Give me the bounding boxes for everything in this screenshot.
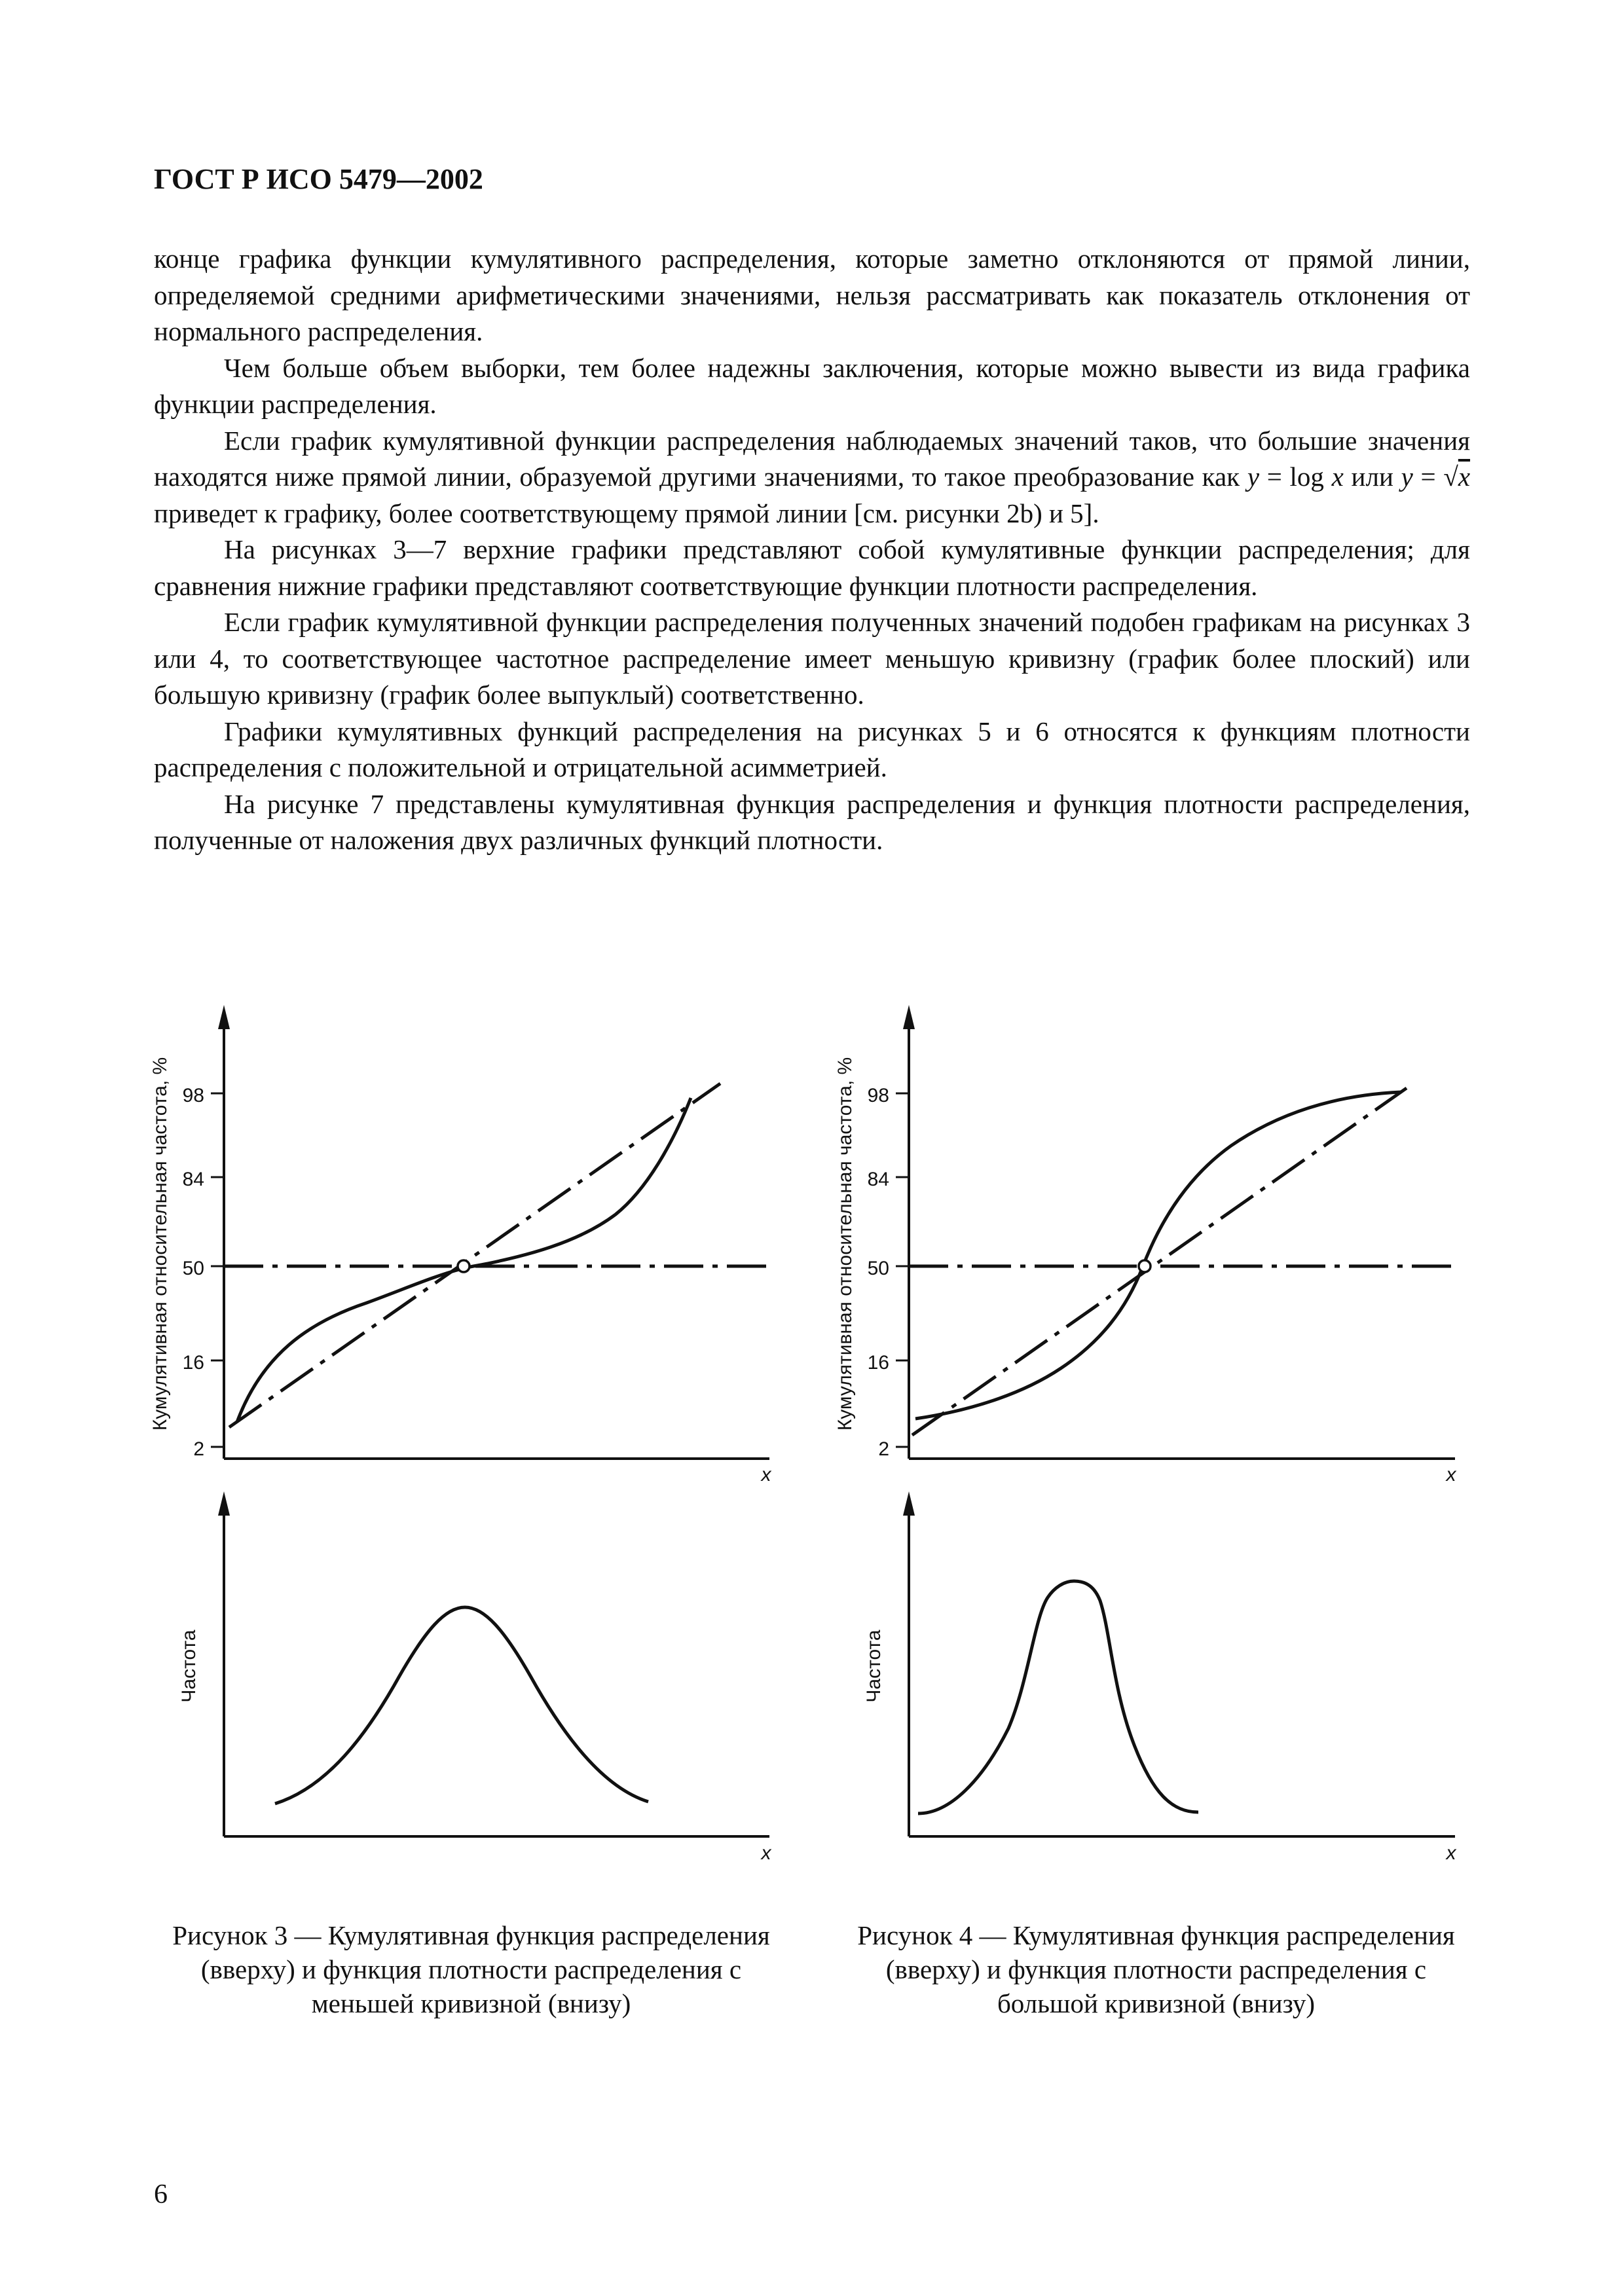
density-curve: [275, 1607, 648, 1804]
tick-label-16: 16: [867, 1352, 889, 1374]
y-axis-arrow: [903, 1491, 915, 1516]
x-axis-label: x: [761, 1842, 771, 1864]
paragraph-7: На рисунке 7 представлены кумулятивная функция распределения и функция плотности распределения, полученные от наложения двух различных функций плотности.: [154, 788, 1470, 855]
math-x-2: x: [1458, 462, 1471, 492]
tick-label-16: 16: [182, 1352, 204, 1374]
tick-label-2: 2: [878, 1438, 889, 1460]
paragraph-5: Если график кумулятивной функции распределения полученных значений подобен графикам на рисунках 3 или 4, то соответствующее частотное распределение имеет меньшую кривизну (график более плоский) или большую кривизну (график более выпуклый) соответственно.: [154, 607, 1470, 710]
tick-label-98: 98: [182, 1085, 204, 1106]
y-axis-label: Частота: [178, 1630, 200, 1703]
normal-reference-line: [229, 1084, 720, 1427]
figure-4-caption: Рисунок 4 — Кумулятивная функция распределения (вверху) и функция плотности распределения с большой кривизной (внизу): [857, 1920, 1455, 2018]
figure-3-density-chart: [178, 1491, 772, 1864]
paragraph-1: конце графика функции кумулятивного распределения, которые заметно отклоняются от прямой линии, определяемой средними арифметическими значениями, нельзя рассматривать как показатель отклонения от нормального распределения.: [154, 244, 1470, 346]
math-y-1: y: [1247, 462, 1260, 492]
figure-3-cumulative-chart: [149, 1005, 772, 1485]
tick-label-98: 98: [867, 1085, 889, 1106]
math-y-2: y: [1401, 462, 1413, 492]
tick-label-84: 84: [182, 1169, 204, 1190]
document-header: ГОСТ Р ИСО 5479—2002: [154, 163, 483, 195]
y-axis-arrow: [218, 1005, 230, 1029]
math-eq-2: = √: [1412, 462, 1458, 492]
paragraph-3-end: приведет к графику, более соответствующему прямой линии [см. рисунки 2b) и 5].: [154, 498, 1099, 528]
tick-label-50: 50: [867, 1258, 889, 1279]
intersection-point: [458, 1260, 470, 1272]
figure-4-density-chart: [863, 1491, 1457, 1864]
y-axis-label: Частота: [863, 1630, 885, 1703]
y-axis-label: Кумулятивная относительная частота, %: [149, 1057, 171, 1431]
figure-4-cumulative-chart: [834, 1005, 1457, 1485]
paragraph-3-mid: или: [1343, 462, 1401, 492]
x-axis-label: x: [1446, 1464, 1456, 1485]
figure-3: [149, 1005, 772, 1864]
density-curve: [918, 1581, 1198, 1813]
tick-label-84: 84: [867, 1169, 889, 1190]
paragraph-2: Чем больше объем выборки, тем более надежны заключения, которые можно вывести из вида графика функции распределения.: [154, 352, 1470, 419]
y-axis-arrow: [218, 1491, 230, 1516]
tick-label-50: 50: [182, 1258, 204, 1279]
figure-4: [834, 1005, 1457, 1864]
page-number: 6: [154, 2179, 168, 2210]
x-axis-label: x: [761, 1464, 771, 1485]
paragraph-6: Графики кумулятивных функций распределения на рисунках 5 и 6 относятся к функциям плотности распределения с положительной и отрицательной асимметрией.: [154, 716, 1470, 782]
paragraph-4: На рисунках 3—7 верхние графики представляют собой кумулятивные функции распределения; для сравнения нижние графики представляют соответствующие функции плотности распределения.: [154, 534, 1470, 601]
math-x-1: x: [1331, 462, 1344, 492]
y-axis-label: Кумулятивная относительная частота, %: [834, 1057, 856, 1431]
paragraph-3-start: Если график кумулятивной функции распределения наблюдаемых значений таков, что большие значения находятся ниже прямой линии, образуемой другими значениями, то такое преобразование как: [154, 425, 1470, 492]
y-axis-arrow: [903, 1005, 915, 1029]
normal-reference-line: [912, 1088, 1407, 1435]
intersection-point: [1139, 1260, 1151, 1272]
tick-label-2: 2: [193, 1438, 204, 1460]
math-eq-1: = log: [1259, 462, 1332, 492]
figure-3-caption: Рисунок 3 — Кумулятивная функция распределения (вверху) и функция плотности распределения с меньшей кривизной (внизу): [172, 1920, 770, 2018]
x-axis-label: x: [1446, 1842, 1456, 1864]
